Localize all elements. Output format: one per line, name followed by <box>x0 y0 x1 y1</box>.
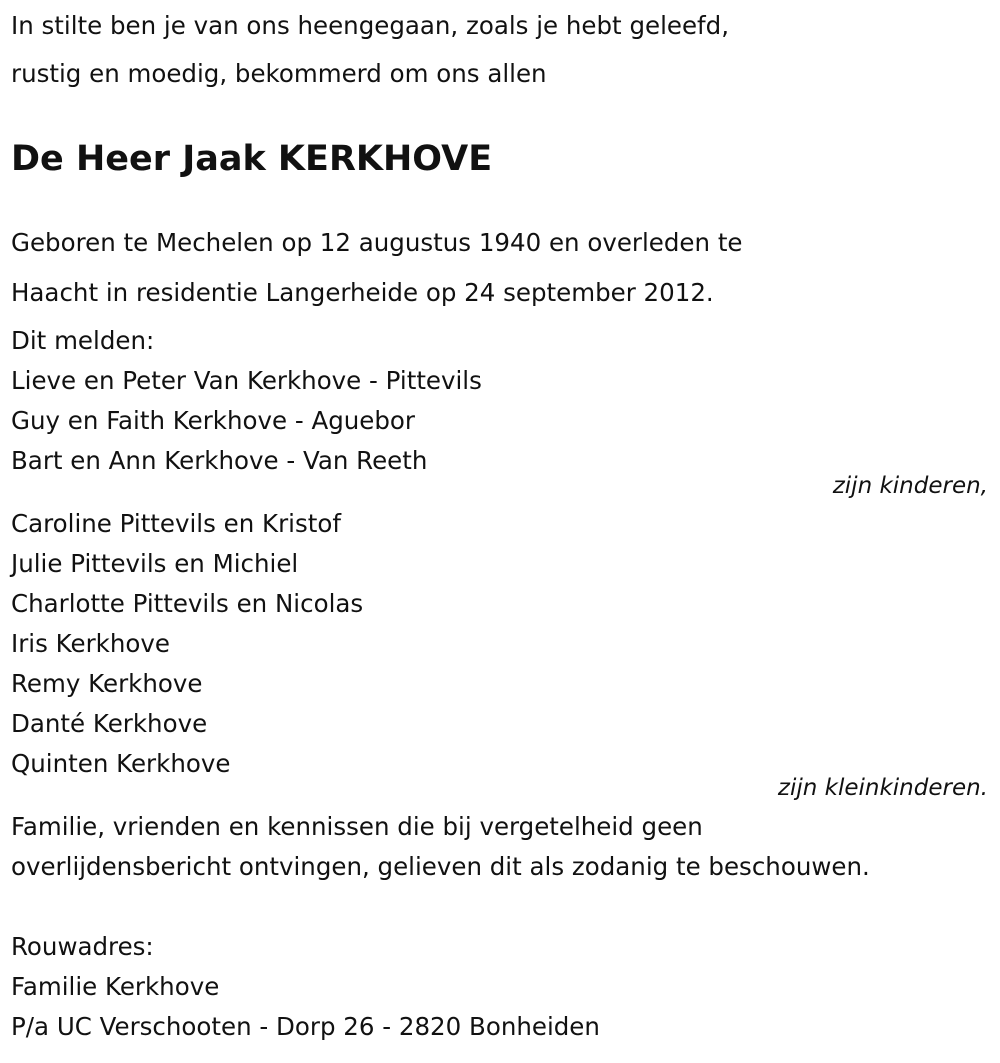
child-entry: Bart en Ann Kerkhove - Van Reeth <box>11 446 428 475</box>
mourning-address-heading: Rouwadres: <box>11 932 154 961</box>
grandchildren-label: zijn kleinkinderen. <box>777 775 988 801</box>
grandchild-entry: Julie Pittevils en Michiel <box>11 549 299 578</box>
grandchild-entry: Iris Kerkhove <box>11 629 170 658</box>
deceased-name: De Heer Jaak KERKHOVE <box>11 139 493 179</box>
intro-line-1: In stilte ben je van ons heengegaan, zoals je hebt geleefd, <box>11 11 729 40</box>
mourning-address-line-2: P/a UC Verschooten - Dorp 26 - 2820 Bonheiden <box>11 1012 600 1041</box>
announcers-heading: Dit melden: <box>11 326 155 355</box>
child-entry: Lieve en Peter Van Kerkhove - Pittevils <box>11 366 482 395</box>
birth-death-line-1: Geboren te Mechelen op 12 augustus 1940 en overleden te <box>11 228 743 257</box>
grandchild-entry: Quinten Kerkhove <box>11 749 231 778</box>
notice-line-1: Familie, vrienden en kennissen die bij vergetelheid geen <box>11 812 703 841</box>
children-label: zijn kinderen, <box>832 473 988 499</box>
mourning-address-line-1: Familie Kerkhove <box>11 972 220 1001</box>
grandchild-entry: Remy Kerkhove <box>11 669 203 698</box>
grandchild-entry: Caroline Pittevils en Kristof <box>11 509 341 538</box>
grandchild-entry: Charlotte Pittevils en Nicolas <box>11 589 364 618</box>
grandchild-entry: Danté Kerkhove <box>11 709 208 738</box>
birth-death-line-2: Haacht in residentie Langerheide op 24 september 2012. <box>11 278 714 307</box>
notice-line-2: overlijdensbericht ontvingen, gelieven dit als zodanig te beschouwen. <box>11 852 870 881</box>
intro-line-2: rustig en moedig, bekommerd om ons allen <box>11 59 547 88</box>
child-entry: Guy en Faith Kerkhove - Aguebor <box>11 406 415 435</box>
